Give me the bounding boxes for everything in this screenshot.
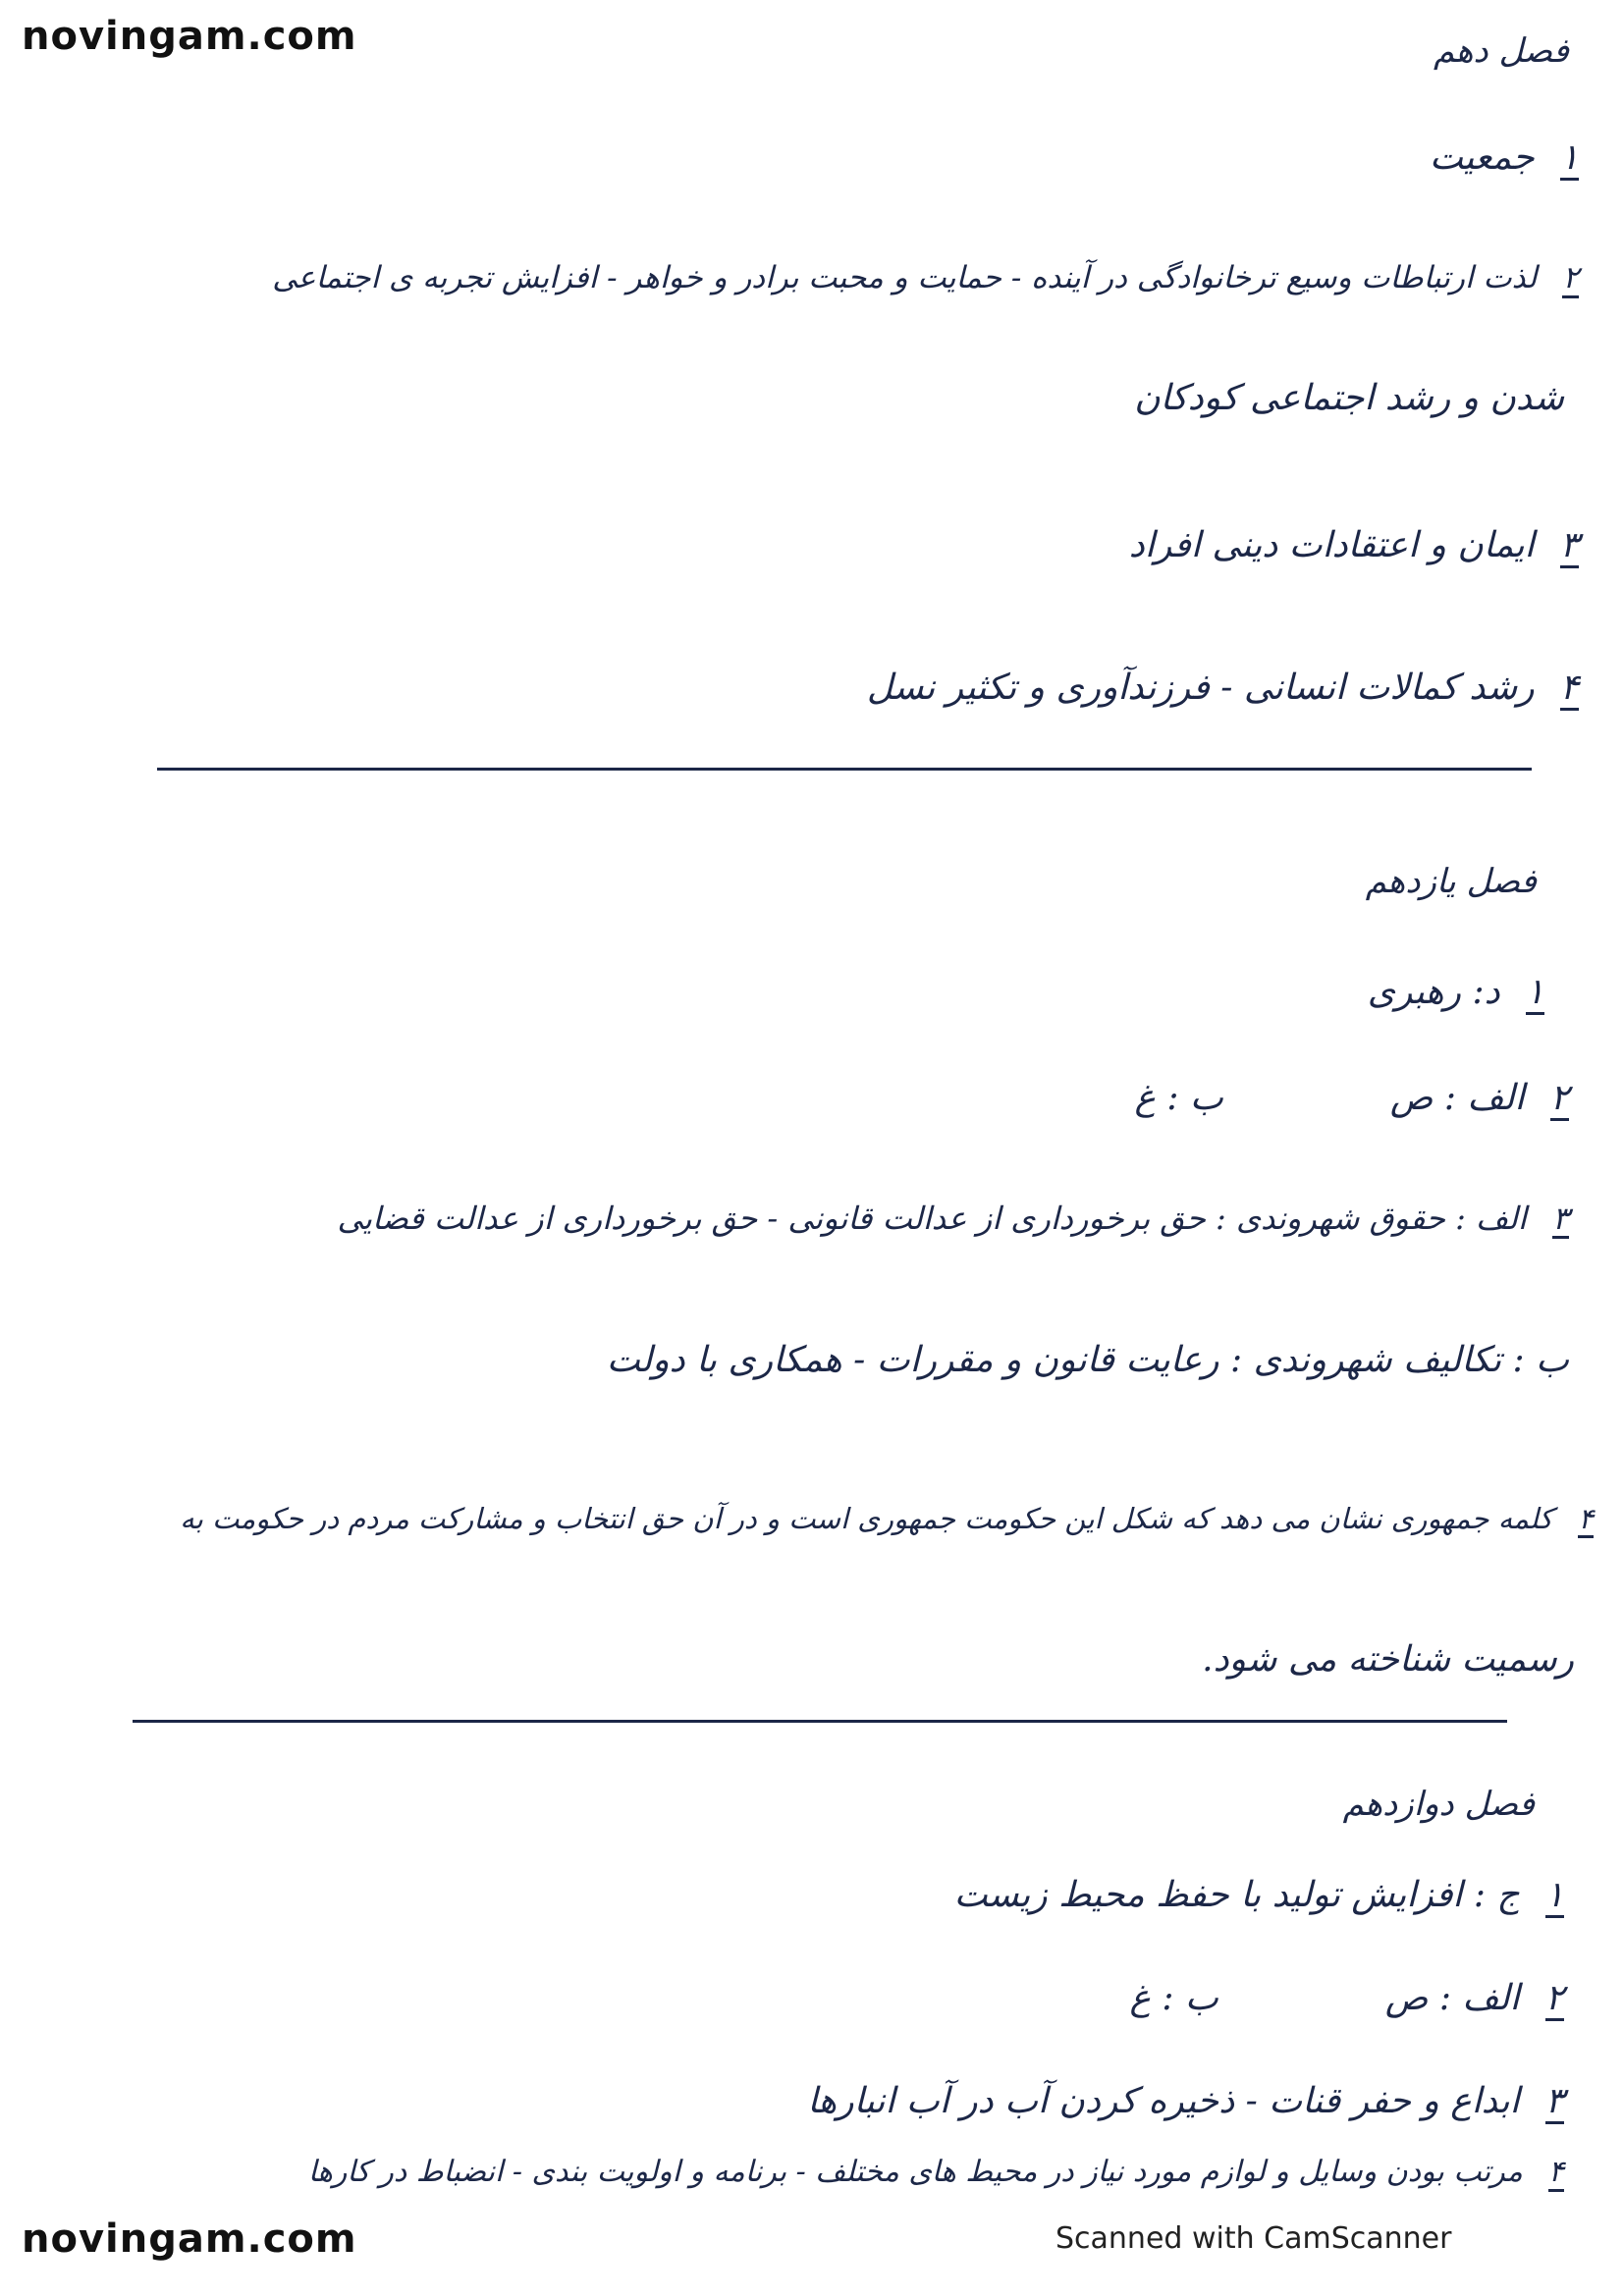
section-heading: فصل دوازدهم xyxy=(1342,1785,1535,1824)
item-text: کلمه جمهوری نشان می دهد که شکل این حکومت جمهوری است و در آن حق انتخاب و مشارکت مردم در حکومت به xyxy=(180,1502,1553,1535)
item-number: ۲ xyxy=(1550,1081,1569,1121)
item-text: رسمیت شناخته می شود. xyxy=(1202,1639,1574,1680)
item-text: رشد کمالات انسانی - فرزندآوری و تکثیر نسل xyxy=(866,667,1535,708)
scanner-credit: Scanned with CamScanner xyxy=(1055,2221,1452,2256)
item-number: ۱ xyxy=(1526,975,1544,1015)
list-item xyxy=(337,1200,1569,1239)
item-text: ابداع و حفر قنات - ذخیره کردن آب در آب انبارها xyxy=(807,2081,1520,2121)
section-heading: فصل دهم xyxy=(1434,31,1569,71)
watermark-bottom: novingam.com xyxy=(22,2216,357,2262)
item-text: الف : ص xyxy=(1384,1978,1520,2018)
list-item xyxy=(607,1340,1569,1380)
item-number: ۳ xyxy=(1560,528,1579,568)
item-text: ایمان و اعتقادات دینی افراد xyxy=(1128,525,1535,565)
item-number: ۴ xyxy=(1560,670,1579,711)
watermark-top: novingam.com xyxy=(22,14,357,59)
list-item xyxy=(867,667,1579,711)
item-number: ۱ xyxy=(1560,140,1579,181)
list-item xyxy=(1430,137,1579,181)
list-item xyxy=(308,2155,1564,2192)
list-item xyxy=(272,260,1579,298)
item-text-b: ب : غ xyxy=(1134,1078,1223,1118)
item-text: مرتب بودن وسایل و لوازم مورد نیاز در محیط های مختلف - برنامه و اولویت بندی - انضباط در کارها xyxy=(307,2155,1523,2189)
item-number: ۳ xyxy=(1545,2084,1564,2124)
section-heading: فصل یازدهم xyxy=(1365,862,1537,901)
section-divider xyxy=(133,1720,1507,1723)
item-number: ۲ xyxy=(1562,263,1579,298)
list-item xyxy=(1368,972,1544,1015)
list-item xyxy=(1134,378,1564,418)
item-text: ب : تکالیف شهروندی : رعایت قانون و مقررات - همکاری با دولت xyxy=(606,1340,1569,1380)
item-number: ۴ xyxy=(1548,2158,1564,2192)
item-text-b: ب : غ xyxy=(1129,1978,1218,2018)
list-item xyxy=(1134,1078,1569,1121)
item-text: الف : ص xyxy=(1389,1078,1525,1118)
list-item xyxy=(954,1875,1564,1918)
list-item xyxy=(1202,1639,1574,1680)
list-item xyxy=(180,1502,1594,1538)
list-item xyxy=(807,2081,1564,2124)
item-text: لذت ارتباطات وسیع ترخانوادگی در آینده - حمایت و محبت برادر و خواهر - افزایش تجربه ی اجتماعی xyxy=(272,260,1538,295)
item-text: د: رهبری xyxy=(1367,972,1500,1012)
item-number: ۳ xyxy=(1551,1200,1569,1237)
item-number: ۱ xyxy=(1545,1878,1564,1918)
list-item xyxy=(1129,1978,1564,2021)
item-text: الف : حقوق شهروندی : حق برخورداری از عدالت قانونی - حق برخورداری از عدالت قضایی xyxy=(337,1200,1527,1237)
item-number: ۴ xyxy=(1578,1505,1594,1538)
item-number: ۲ xyxy=(1545,1981,1564,2021)
item-text: جمعیت xyxy=(1430,137,1535,178)
section-divider xyxy=(157,768,1532,771)
list-item xyxy=(1129,525,1579,568)
item-text: ج : افزایش تولید با حفظ محیط زیست xyxy=(953,1875,1520,1915)
item-text: شدن و رشد اجتماعی کودکان xyxy=(1134,378,1564,418)
